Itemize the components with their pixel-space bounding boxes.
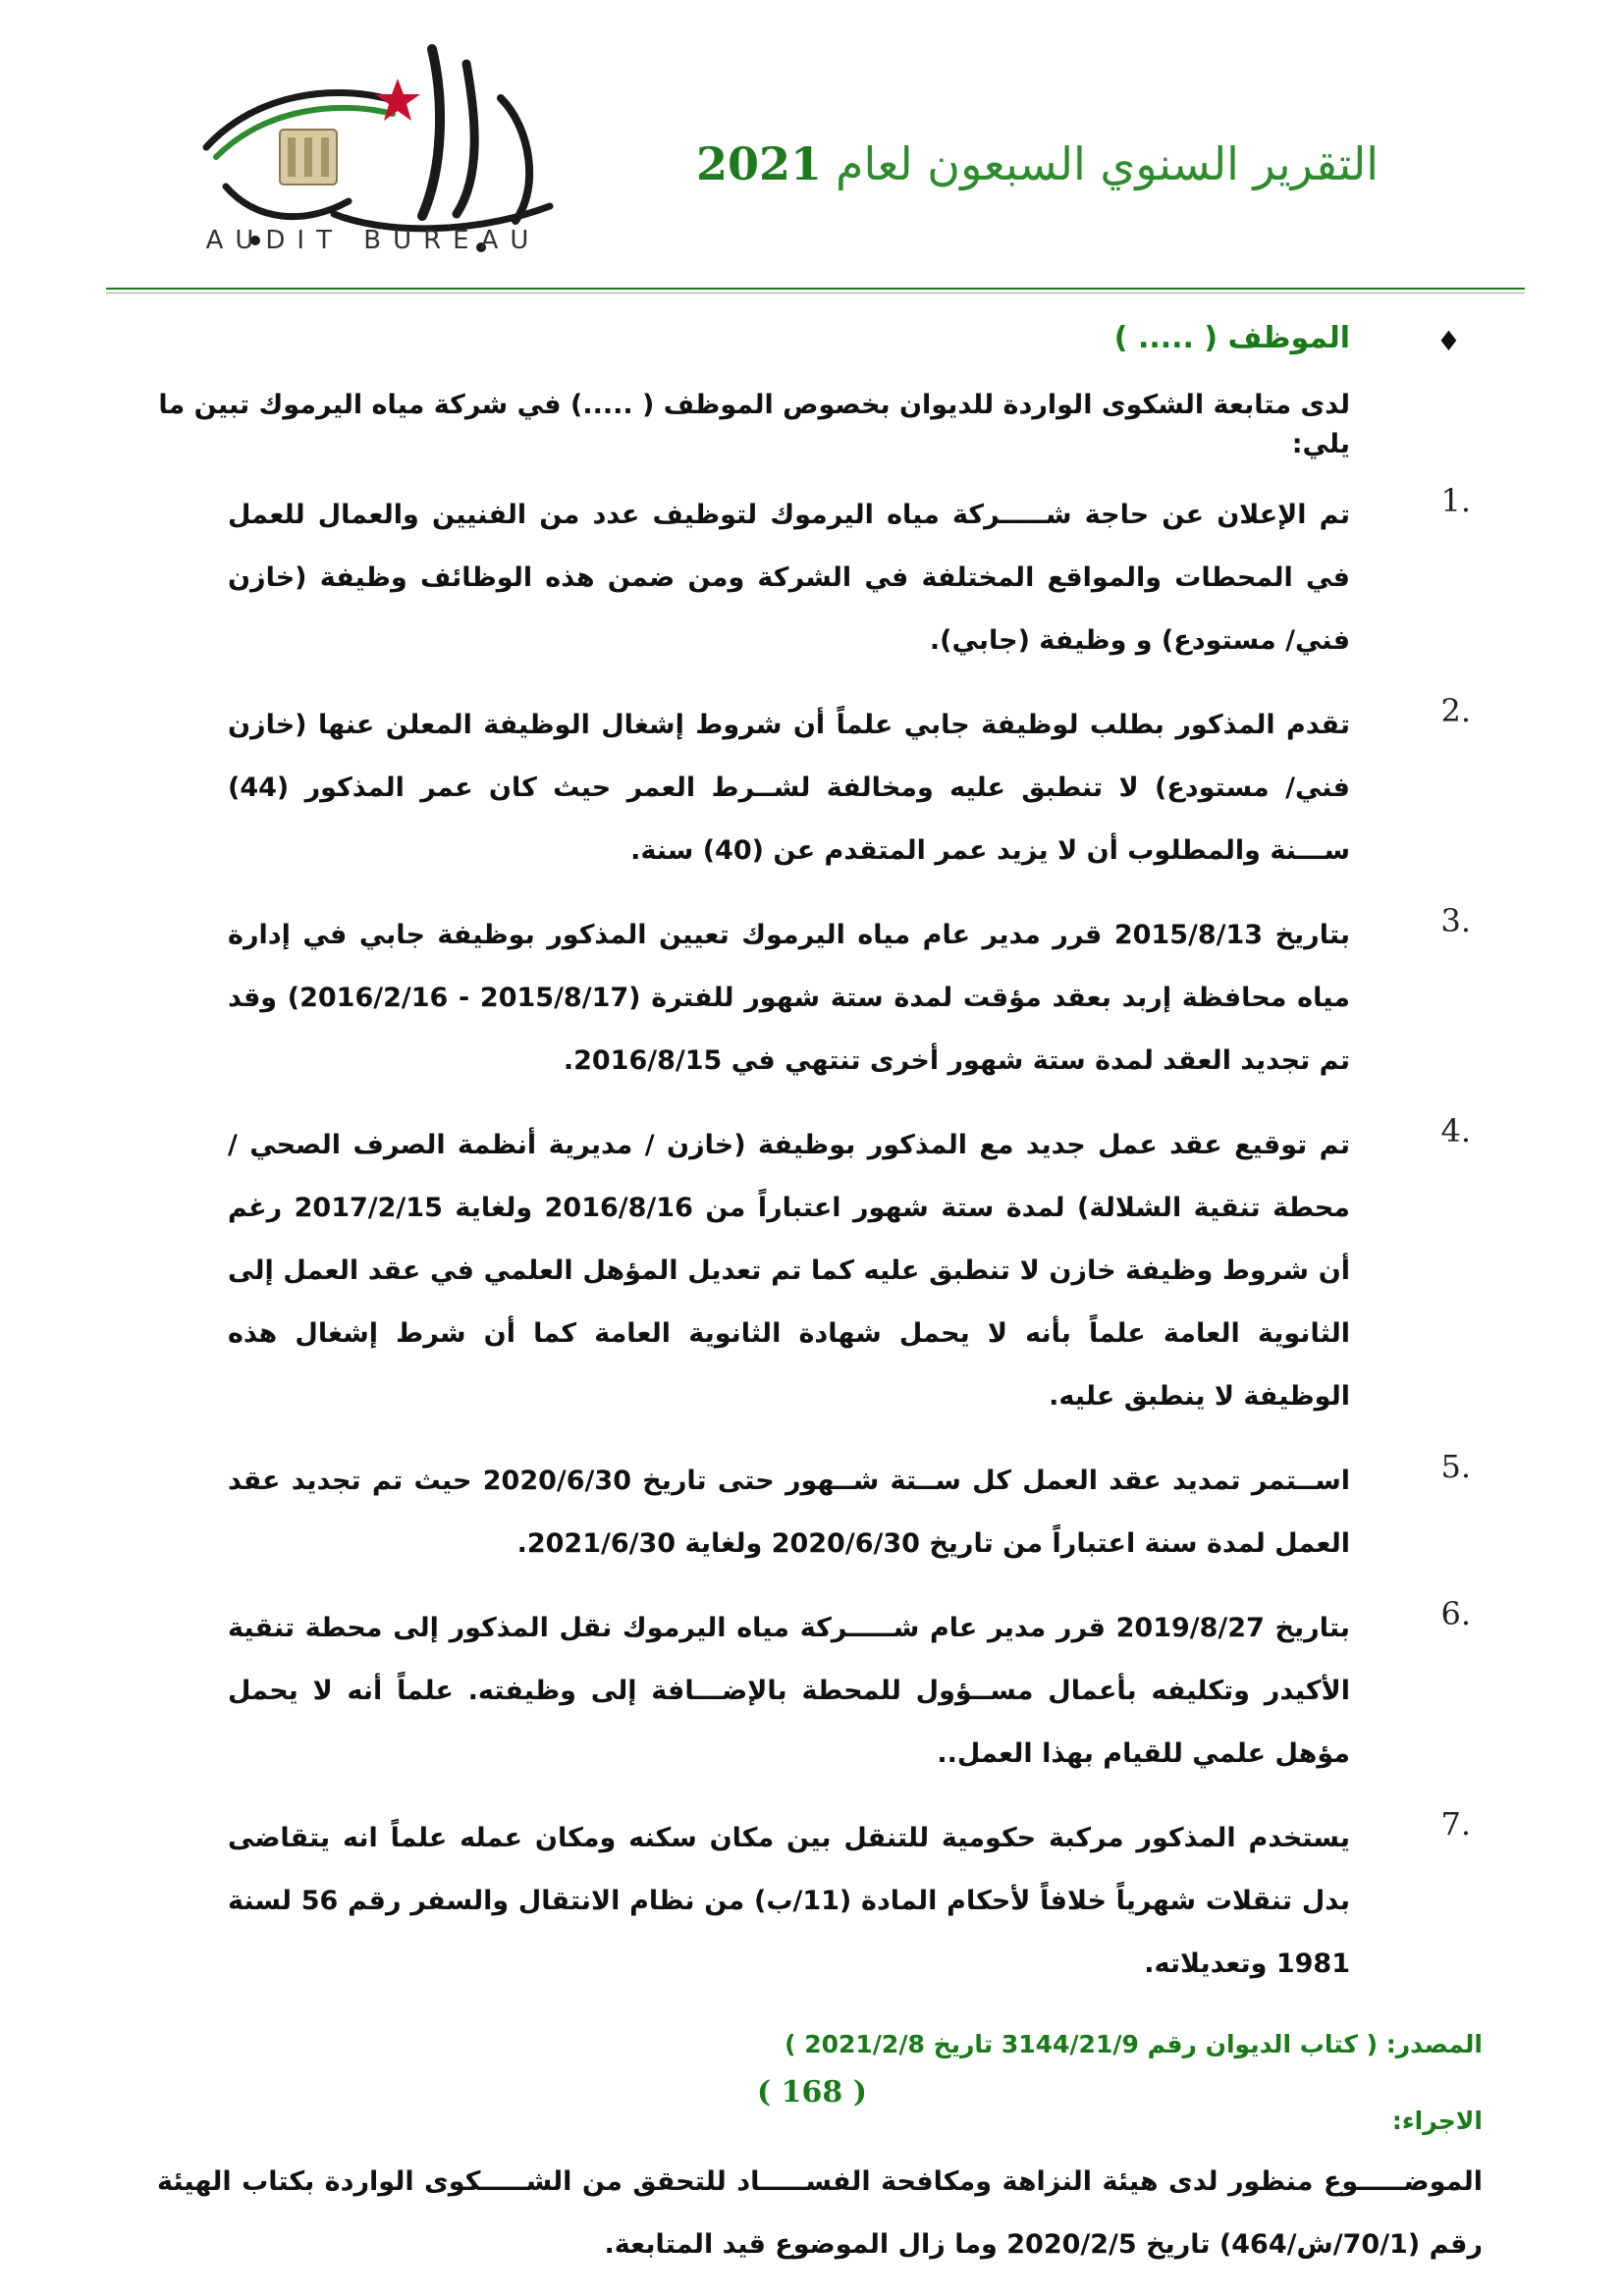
item-number: 5. bbox=[1440, 1448, 1471, 1485]
item-text: تقدم المذكور بطلب لوظيفة جابي علماً أن شروط إشغال الوظيفة المعلن عنها (خازن فني/ مستودع) لا تنطبق عليه ومخالفة لشــرط العمر حيث كان عمر المذكور (44) ســـنة والمطلوب أن لا يزيد عمر المتقدم عن (40) سنة. bbox=[228, 710, 1350, 866]
header-divider-thin bbox=[106, 293, 1525, 294]
list-item bbox=[157, 484, 1483, 672]
action-label: الاجراء: bbox=[1391, 2107, 1483, 2135]
report-title-text: التقرير السنوي السبعون لعام bbox=[835, 137, 1379, 190]
item-number: 4. bbox=[1440, 1112, 1471, 1149]
source-reference: المصدر: ( كتاب الديوان رقم 3144/21/9 تاريخ 2021/2/8 ) bbox=[785, 2030, 1483, 2058]
item-number: 7. bbox=[1440, 1805, 1471, 1842]
item-text: اســتمر تمديد عقد العمل كل ســتة شــهور حتى تاريخ 2020/6/30 حيث تم تجديد عقد العمل لمدة سنة اعتباراً من تاريخ 2020/6/30 ولغاية 2021/6/30. bbox=[228, 1466, 1350, 1559]
subject-heading bbox=[157, 319, 1483, 368]
page-header bbox=[0, 0, 1624, 294]
list-item bbox=[157, 694, 1483, 882]
logo-latin-text: AUDIT BUREAU bbox=[205, 226, 541, 255]
list-item bbox=[157, 904, 1483, 1093]
item-number: 3. bbox=[1440, 902, 1471, 939]
report-title bbox=[696, 137, 1379, 190]
list-item bbox=[157, 1597, 1483, 1786]
item-number: 6. bbox=[1440, 1595, 1471, 1632]
item-number: 2. bbox=[1440, 692, 1471, 729]
item-number: 1. bbox=[1440, 482, 1471, 519]
item-text: تم توقيع عقد عمل جديد مع المذكور بوظيفة (خازن / مديرية أنظمة الصرف الصحي /محطة تنقية الشلالة) لمدة ستة شهور اعتباراً من 2016/8/16 ولغاية 2017/2/15 رغم أن شروط وظيفة خازن لا تنطبق عليه كما تم تعديل المؤهل العلمي في عقد العمل إلى الثانوية العامة علماً بأنه لا يحمل شهادة الثانوية العامة كما أن شرط إشغال هذه الوظيفة لا ينطبق عليه. bbox=[228, 1130, 1350, 1412]
diamond-bullet-icon: ♦ bbox=[1435, 325, 1461, 357]
header-divider bbox=[106, 288, 1525, 290]
page-content bbox=[157, 319, 1483, 2276]
subject-title: الموظف ( ..... ) bbox=[1113, 321, 1350, 355]
item-text: تم الإعلان عن حاجة شـــــركة مياه اليرموك لتوظيف عدد من الفنيين والعمال للعمل في المحطات والمواقع المختلفة في الشركة ومن ضمن هذه الوظائف وظيفة (خازن فني/ مستودع) و وظيفة (جابي). bbox=[228, 500, 1350, 656]
subject-intro: لدى متابعة الشكوى الواردة للديوان بخصوص الموظف ( .....) في شركة مياه اليرموك تبين ما يلي: bbox=[158, 390, 1350, 459]
list-item bbox=[157, 1114, 1483, 1428]
page-number: ( 168 ) bbox=[757, 2075, 867, 2109]
item-text: بتاريخ 2015/8/13 قرر مدير عام مياه اليرموك تعيين المذكور بوظيفة جابي في إدارة مياه محافظة إربد بعقد مؤقت لمدة ستة شهور للفترة (2015/8/17 - 2016/2/16) وقد تم تجديد العقد لمدة ستة شهور أخرى تنتهي في 2016/8/15. bbox=[228, 920, 1351, 1076]
item-text: بتاريخ 2019/8/27 قرر مدير عام شـــــركة مياه اليرموك نقل المذكور إلى محطة تنقية الأكيدر وتكليفه بأعمال مســؤول للمحطة بالإضـــافة إلى وظيفته. علماً أنه لا يحمل مؤهل علمي للقيام بهذا العمل.. bbox=[228, 1613, 1350, 1769]
item-text: يستخدم المذكور مركبة حكومية للتنقل بين مكان سكنه ومكان عمله علماً انه يتقاضى بدل تنقلات شهرياً خلافاً لأحكام المادة (11/ب) من نظام الانتقال والسفر رقم 56 لسنة 1981 وتعديلاته. bbox=[228, 1823, 1350, 1979]
report-year: 2021 bbox=[695, 137, 822, 190]
findings-list bbox=[157, 484, 1483, 1996]
list-item bbox=[157, 1450, 1483, 1575]
list-item bbox=[157, 1807, 1483, 1996]
action-text: الموضـــــوع منظور لدى هيئة النزاهة ومكافحة الفســـــاد للتحقق من الشـــــكوى الواردة بكتاب الهيئة رقم (70/1/ش/464) تاريخ 2020/2/5 وما زال الموضوع قيد المتابعة. bbox=[157, 2166, 1483, 2260]
